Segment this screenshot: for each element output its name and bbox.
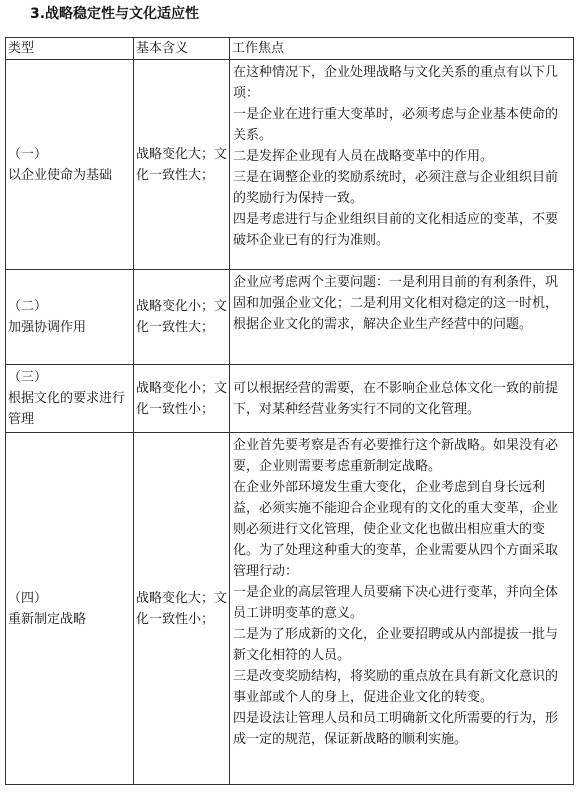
meaning-cell: 战略变化大；文化一致性小； (134, 433, 230, 785)
type-number: （三） (8, 370, 48, 385)
focus-paragraph: 在这种情况下，企业处理战略与文化关系的重点有以下几项： (233, 65, 559, 101)
table-row (6, 60, 574, 270)
type-name: 重新制定战略 (8, 611, 87, 627)
focus-cell (230, 270, 574, 365)
header-focus: 工作焦点 (230, 38, 574, 60)
focus-paragraph: 在企业外部环境发生重大变化，企业考虑到自身长远利益，必须实施不能迎合企业现有的文化的重大变革，企业则必须进行文化管理，使企业文化也做出相应重大的变化。为了处理这种重大的变革，企业需要从四个方面采取管理行动： (233, 480, 559, 579)
focus-paragraph: 企业首先要考察是否有必要推行这个新战略。如果没有必要，企业则需要考虑重新制定战略。 (233, 438, 559, 474)
type-number: （一） (8, 146, 48, 162)
header-type: 类型 (6, 38, 134, 60)
table-header-row (6, 38, 574, 60)
focus-paragraph: 可以根据经营的需要，在不影响企业总体文化一致的前提下，对某种经营业务实行不同的文化管理。 (233, 380, 559, 417)
meaning-cell: 战略变化大；文化一致性大； (134, 60, 230, 270)
type-number: （四） (8, 590, 48, 606)
focus-paragraph: 一是企业的高层管理人员要痛下决心进行变革，并向全体员工讲明变革的意义。 (233, 585, 559, 621)
type-cell (6, 270, 134, 365)
meaning-cell: 战略变化小；文化一致性小； (134, 365, 230, 433)
focus-paragraph: 三是在调整企业的奖励系统时，必须注意与企业组织目前的奖励行为保持一致。 (233, 170, 559, 206)
table-row (6, 433, 574, 785)
focus-cell (230, 60, 574, 270)
focus-paragraph: 四是设法让管理人员和员工明确新文化所需要的行为，形成一定的规范，保证新战略的顺利实施。 (233, 711, 559, 747)
type-name: 根据文化的要求进行管理 (8, 391, 126, 427)
meaning-cell: 战略变化小；文化一致性大； (134, 270, 230, 365)
focus-paragraph: 二是为了形成新的文化，企业要招聘或从内部提拔一批与新文化相符的人员。 (233, 627, 559, 663)
type-cell (6, 365, 134, 433)
focus-paragraph: 一是企业在进行重大变革时，必须考虑与企业基本使命的关系。 (233, 107, 559, 143)
focus-paragraph: 三是改变奖励结构，将奖励的重点放在具有新文化意识的事业部或个人的身上，促进企业文化的转变。 (233, 669, 559, 705)
type-cell (6, 433, 134, 785)
type-name: 加强协调作用 (8, 320, 87, 335)
focus-paragraph: 企业应考虑两个主要问题：一是利用目前的有利条件，巩固和加强企业文化；二是利用文化相对稳定的这一时机，根据企业文化的需求，解决企业生产经营中的问题。 (233, 275, 559, 332)
type-cell (6, 60, 134, 270)
header-meaning: 基本含义 (134, 38, 230, 60)
focus-paragraph: 二是发挥企业现有人员在战略变革中的作用。 (233, 149, 494, 164)
focus-cell (230, 433, 574, 785)
table-row (6, 365, 574, 433)
focus-paragraph: 四是考虑进行与企业组织目前的文化相适应的变革，不要破坏企业已有的行为准则。 (233, 212, 559, 248)
section-heading: 3.战略稳定性与文化适应性 (30, 6, 200, 22)
strategy-culture-table (5, 37, 574, 785)
focus-cell (230, 365, 574, 433)
table-row (6, 270, 574, 365)
type-number: （二） (8, 299, 48, 314)
type-name: 以企业使命为基础 (8, 167, 113, 183)
